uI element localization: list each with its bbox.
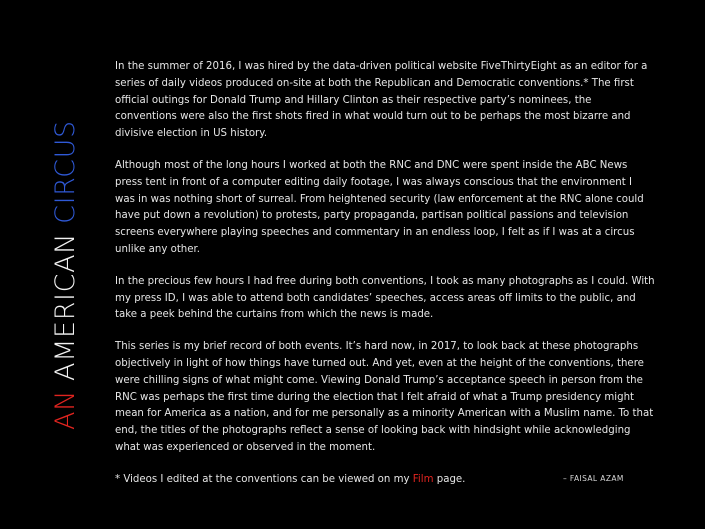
side-title (52, 120, 79, 430)
paragraph-intro: In the summer of 2016, I was hired by the data-driven political website FiveThirtyEight as an editor for a series of daily videos produced on-site at both the Republican and Democratic conventions.* The first official outings for Donald Trump and Hillary Clinton as their respective party’s nominees, the conventions were also the first shots fired in what would turn out to be perhaps the most bizarre and divisive election in US history. (115, 61, 648, 140)
author-signature: – FAISAL AZAM (563, 474, 624, 483)
paragraph-photographs: In the precious few hours I had free during both conventions, I took as many photographs as I could. With my press ID, I was able to attend both candidates’ speeches, access areas off limits to the public, and take a peek behind the curtains from which the news is made. (115, 275, 655, 321)
footnote-prefix: * Videos I edited at the conventions can be viewed on my (115, 473, 413, 485)
footnote-suffix: page. (433, 473, 466, 485)
side-title-word-american: AMERICAN (50, 233, 81, 381)
side-title-word-an: AN (50, 390, 81, 430)
paragraph-reflection: This series is my brief record of both events. It’s hard now, in 2017, to look back at these photographs objectively in light of how things have turned out. And yet, even at the height of the conventions, there were chilling signs of what might come. Viewing Donald Trump’s acceptance speech in person from the RNC was perhaps the first time during the election that I felt afraid of what a Trump presidency might mean for America as a nation, and for me personally as a minority American with a Muslim name. To that end, the titles of the photographs reflect a sense of looking back with hindsight while acknowledging what was experienced or observed in the moment. (115, 341, 654, 453)
statement-text (115, 59, 655, 489)
paragraph-environment: Although most of the long hours I worked at both the RNC and DNC were spent inside the ABC News press tent in front of a computer editing daily footage, I was always conscious that the environment I was in was nothing short of surreal. From heightened security (law enforcement at the RNC alone could have put down a revolution) to protests, party propaganda, partisan political passions and television screens everywhere playing speeches and commentary in an endless loop, I felt as if I was at a circus unlike any other. (115, 159, 644, 255)
side-title-word-circus: CIRCUS (50, 120, 81, 224)
film-page-link[interactable]: Film (412, 473, 434, 485)
